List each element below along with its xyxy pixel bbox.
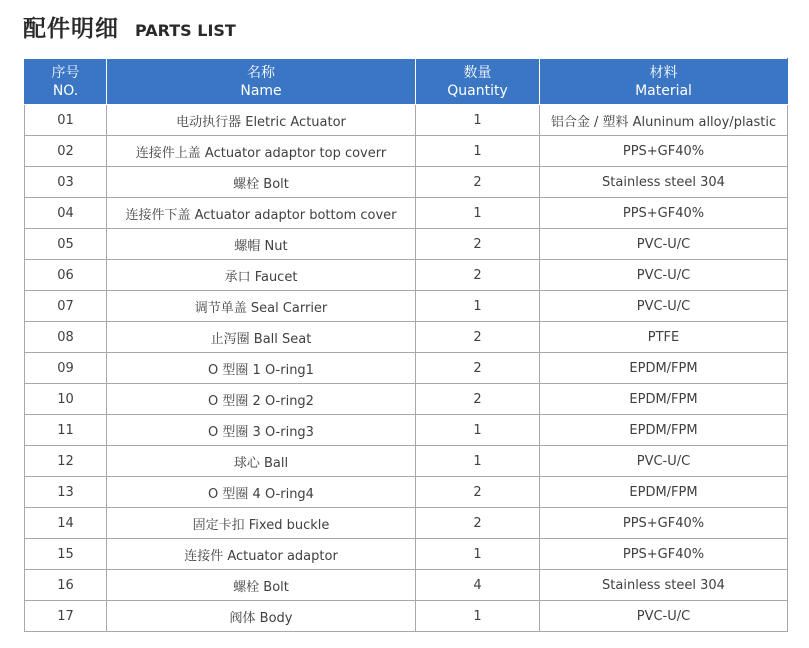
table-row	[25, 508, 788, 539]
cell-quantity: 2	[416, 353, 540, 384]
header-name-en: Name	[240, 82, 282, 99]
cell-name: O 型圈 4 O-ring4	[107, 477, 416, 508]
header-number	[25, 59, 107, 105]
cell-material: PVC-U/C	[540, 260, 788, 291]
cell-material: PPS+GF40%	[540, 198, 788, 229]
header-quantity-en: Quantity	[447, 82, 508, 99]
cell-number: 03	[25, 167, 107, 198]
cell-quantity: 1	[416, 136, 540, 167]
cell-number: 06	[25, 260, 107, 291]
header-name	[107, 59, 416, 105]
cell-quantity: 1	[416, 105, 540, 136]
cell-material: PPS+GF40%	[540, 136, 788, 167]
table-body	[25, 105, 788, 632]
parts-table	[24, 58, 788, 632]
cell-number: 11	[25, 415, 107, 446]
table-row	[25, 229, 788, 260]
table-row	[25, 415, 788, 446]
cell-name: 电动执行器 Eletric Actuator	[107, 105, 416, 136]
header-material-en: Material	[635, 82, 692, 99]
cell-number: 13	[25, 477, 107, 508]
cell-material: PVC-U/C	[540, 291, 788, 322]
table-row	[25, 260, 788, 291]
cell-material: EPDM/FPM	[540, 415, 788, 446]
cell-name: O 型圈 1 O-ring1	[107, 353, 416, 384]
table-row	[25, 167, 788, 198]
cell-quantity: 2	[416, 508, 540, 539]
title-english: PARTS LIST	[135, 21, 236, 40]
cell-name: 阀体 Body	[107, 601, 416, 632]
table-row	[25, 105, 788, 136]
header-material-cn: 材料	[649, 64, 678, 81]
cell-number: 10	[25, 384, 107, 415]
cell-name: 调节单盖 Seal Carrier	[107, 291, 416, 322]
cell-number: 07	[25, 291, 107, 322]
cell-material: 铝合金 / 塑料 Aluninum alloy/plastic	[540, 105, 788, 136]
table-row	[25, 136, 788, 167]
title-chinese: 配件明细	[23, 16, 119, 42]
cell-quantity: 1	[416, 539, 540, 570]
cell-quantity: 1	[416, 601, 540, 632]
cell-number: 08	[25, 322, 107, 353]
cell-number: 17	[25, 601, 107, 632]
page-title	[23, 10, 236, 46]
cell-material: PVC-U/C	[540, 229, 788, 260]
cell-quantity: 1	[416, 198, 540, 229]
cell-material: PTFE	[540, 322, 788, 353]
cell-material: Stainless steel 304	[540, 167, 788, 198]
cell-number: 05	[25, 229, 107, 260]
header-quantity-cn: 数量	[463, 64, 492, 81]
cell-material: EPDM/FPM	[540, 384, 788, 415]
cell-name: 承口 Faucet	[107, 260, 416, 291]
cell-quantity: 2	[416, 477, 540, 508]
table-row	[25, 198, 788, 229]
cell-material: PVC-U/C	[540, 601, 788, 632]
cell-name: 螺栓 Bolt	[107, 167, 416, 198]
cell-name: 螺栓 Bolt	[107, 570, 416, 601]
table-header	[25, 59, 788, 105]
cell-name: 止泻圈 Ball Seat	[107, 322, 416, 353]
cell-name: O 型圈 2 O-ring2	[107, 384, 416, 415]
cell-number: 15	[25, 539, 107, 570]
table-row	[25, 539, 788, 570]
cell-name: 连接件下盖 Actuator adaptor bottom cover	[107, 198, 416, 229]
cell-quantity: 4	[416, 570, 540, 601]
cell-name: 球心 Ball	[107, 446, 416, 477]
cell-quantity: 2	[416, 260, 540, 291]
cell-quantity: 1	[416, 415, 540, 446]
table-row	[25, 353, 788, 384]
cell-number: 16	[25, 570, 107, 601]
header-number-cn: 序号	[51, 64, 80, 81]
cell-number: 01	[25, 105, 107, 136]
cell-material: Stainless steel 304	[540, 570, 788, 601]
cell-number: 14	[25, 508, 107, 539]
cell-name: 固定卡扣 Fixed buckle	[107, 508, 416, 539]
cell-number: 09	[25, 353, 107, 384]
cell-number: 02	[25, 136, 107, 167]
table-row	[25, 322, 788, 353]
cell-material: EPDM/FPM	[540, 477, 788, 508]
cell-material: PPS+GF40%	[540, 508, 788, 539]
table-row	[25, 291, 788, 322]
table-row	[25, 570, 788, 601]
header-row	[25, 59, 788, 105]
cell-number: 12	[25, 446, 107, 477]
table-row	[25, 477, 788, 508]
cell-name: 连接件上盖 Actuator adaptor top coverr	[107, 136, 416, 167]
cell-number: 04	[25, 198, 107, 229]
cell-quantity: 2	[416, 322, 540, 353]
header-material	[540, 59, 788, 105]
cell-material: EPDM/FPM	[540, 353, 788, 384]
cell-material: PPS+GF40%	[540, 539, 788, 570]
cell-material: PVC-U/C	[540, 446, 788, 477]
table-row	[25, 446, 788, 477]
table-row	[25, 601, 788, 632]
header-number-en: NO.	[52, 82, 79, 99]
cell-quantity: 2	[416, 167, 540, 198]
cell-name: 螺帽 Nut	[107, 229, 416, 260]
cell-name: 连接件 Actuator adaptor	[107, 539, 416, 570]
cell-quantity: 1	[416, 446, 540, 477]
cell-quantity: 2	[416, 384, 540, 415]
cell-quantity: 2	[416, 229, 540, 260]
table-row	[25, 384, 788, 415]
header-quantity	[416, 59, 540, 105]
cell-name: O 型圈 3 O-ring3	[107, 415, 416, 446]
header-name-cn: 名称	[247, 64, 275, 81]
cell-quantity: 1	[416, 291, 540, 322]
